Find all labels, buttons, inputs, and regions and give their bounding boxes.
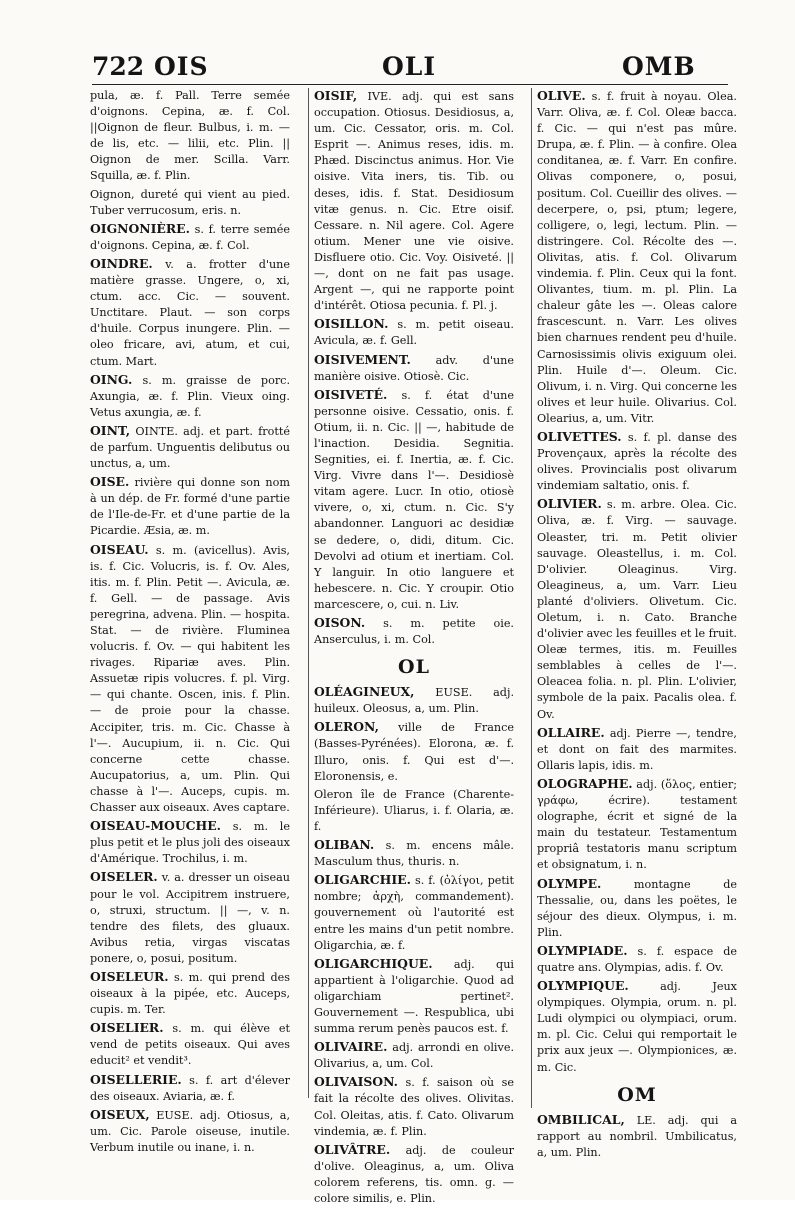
column-divider [531, 88, 532, 1108]
dictionary-entry [90, 818, 290, 867]
entry-text: adj. Jeux olympiques. Olympia, orum. n. pl. Ludi olympici ou olympiaci, orum. m. pl. Cic. Celui qui remportait le prix aux jeux —. Olympionices, æ. m. Cic. [537, 980, 737, 1074]
entry-headword: OISIVEMENT. [314, 351, 411, 367]
entry-headword: OLÉAGINEUX, [314, 684, 415, 700]
dictionary-entry [314, 316, 514, 349]
dictionary-entry [314, 1039, 514, 1072]
page-header [92, 52, 732, 86]
dictionary-entry [314, 88, 514, 314]
dictionary-entry [90, 256, 290, 370]
dictionary-entry [314, 352, 514, 385]
entry-text: adj. qui appartient à l'oligarchie. Quod ad oligarchiam pertinet². Gouvernement —. Respublica, ubi summa rerum penès paucos est. f. [314, 957, 514, 1036]
entry-headword: OLERON, [314, 719, 379, 735]
dictionary-entry [90, 474, 290, 539]
entry-text: s. m. qui prend des oiseaux à la pipée, etc. Auceps, cupis. m. Ter. [90, 970, 290, 1017]
entry-text: OINTE. adj. et part. frotté de parfum. Unguentis delibutus ou unctus, a, um. [90, 424, 290, 471]
entry-headword: OLIGARCHIQUE. [314, 955, 433, 971]
dictionary-entry [537, 978, 737, 1076]
running-head-right: OMB [622, 52, 696, 81]
dictionary-entry [90, 542, 290, 817]
dictionary-entry [537, 429, 737, 494]
entry-text: EUSE. adj. huileux. Oleosus, a, um. Plin. [314, 686, 514, 716]
dictionary-entry [537, 1112, 737, 1161]
dictionary-entry [314, 1074, 514, 1139]
entry-text: LE. adj. qui a rapport au nombril. Umbilicatus, a, um. Plin. [537, 1113, 737, 1159]
entry-headword: OING. [90, 371, 133, 387]
entry-headword: OLIVIER. [537, 496, 602, 512]
dictionary-entry [90, 88, 290, 185]
dictionary-entry [314, 387, 514, 613]
entry-headword: OISELER. [90, 869, 158, 885]
entry-text: s. f. art d'élever des oiseaux. Aviaria, æ. f. [90, 1073, 290, 1103]
entry-headword: OISELLERIE. [90, 1071, 182, 1087]
entry-headword: OINDRE. [90, 255, 153, 271]
entry-headword: OIGNONIÈRE. [90, 220, 190, 236]
entry-headword: OISEUX, [90, 1106, 150, 1122]
entry-text: s. f. état d'une personne oisive. Cessatio, onis. f. Otium, ii. n. Cic. || —, habitude de l'inaction. Desidia. Segnitia. Segnities, ei. f. Inertia, æ. f. Cic. Virg. Vivre dans l'—. Desidiosè vitam agere. Lucr. In otio, otiosè vivere, o, xi, ctum. n. Cic. S'y abandonner. Languori ac desidiæ se dedere, o, didi, ditum. Cic. Devolvi ad otium et inertiam. Col. Y languir. In otio languere et hebescere. n. Cic. Y croupir. Otio marcescere, o, cui. n. Liv. [314, 388, 514, 611]
entry-headword: OLIVAIRE. [314, 1039, 388, 1055]
running-head-left: OIS [154, 52, 209, 81]
header-rule [92, 84, 728, 85]
dictionary-entry [90, 969, 290, 1018]
entry-text: s. m. petit oiseau. Avicula, æ. f. Gell. [314, 318, 514, 348]
entry-text: s. m. qui élève et vend de petits oiseaux. Qui aves educit² et vendit³. [90, 1022, 290, 1068]
entry-headword: OMBILICAL, [537, 1111, 625, 1127]
dictionary-entry [90, 221, 290, 254]
entry-headword: OLLAIRE. [537, 724, 605, 740]
column-2 [314, 88, 514, 1209]
entry-text: Oleron île de France (Charente-Inférieure). Uliarus, i. f. Olaria, æ. f. [314, 787, 514, 833]
entry-text: adj. arrondi en olive. Olivarius, a, um. Col. [314, 1041, 514, 1071]
entry-text: Oignon, dureté qui vient au pied. Tuber verrucosum, eris. n. [90, 187, 290, 217]
entry-headword: OINT, [90, 422, 131, 438]
section-heading: OM [617, 1083, 657, 1106]
dictionary-entry [537, 943, 737, 976]
entry-text: s. f. (ὀλίγοι, petit nombre; ἀρχὴ, commandement). gouvernement où l'autorité est entre les mains d'un petit nombre. Oligarchia, æ. f. [314, 874, 514, 952]
entry-text: s. f. espace de quatre ans. Olympias, adis. f. Ov. [537, 944, 737, 974]
dictionary-entry [537, 776, 737, 874]
entry-headword: OISEAU. [90, 541, 149, 557]
entry-text: s. f. pl. danse des Provençaux, après la récolte des olives. Provincialis post olivarum vindemiam saltatio, onis. f. [537, 430, 737, 493]
entry-headword: OLIVÂTRE. [314, 1141, 391, 1157]
entry-text: montagne de Thessalie, ou, dans les poëtes, le séjour des dieux. Olympus, i. m. Plin. [537, 877, 737, 939]
dictionary-entry [537, 725, 737, 774]
entry-text: s. m. petite oie. Anserculus, i. m. Col. [314, 617, 514, 647]
dictionary-entry [314, 956, 514, 1037]
entry-text: v. a. dresser un oiseau pour le vol. Accipitrem instruere, o, struxi, structum. || —, v. n. tendre des filets, des gluaux. Avibus retia, virgas viscatas ponere, o, posui, positum. [90, 871, 290, 965]
entry-headword: OISELEUR. [90, 968, 169, 984]
page-number: 722 [92, 52, 145, 81]
entry-text: s. m. encens mâle. Masculum thus, thuris. n. [314, 839, 514, 869]
entry-text: adj. Pierre —, tendre, et dont on fait des marmites. Ollaris lapis, idis. m. [537, 726, 737, 772]
dictionary-entry [314, 684, 514, 717]
entry-text: pula, æ. f. Pall. Terre semée d'oignons. Cepina, æ. f. Col. ||Oignon de fleur. Bulbus, i. m. — de lis, etc. — lilii, etc. Plin. || Oignon de mer. Scilla. Varr. Squilla, æ. f. Plin. [90, 89, 290, 183]
entry-text: s. m. (avicellus). Avis, is. f. Cic. Volucris, is. f. Ov. Ales, itis. m. f. Plin. Petit —. Avicula, æ. f. Gell. — de passage. Avis peregrina, advena. Plin. — hospita. Stat. — de rivière. Fluminea volucris. f. Ov. — qui habitent les rivages. Ripariæ aves. Plin. Assuetæ ripis volucres. f. pl. Virg. — qui chante. Oscen, inis. f. Plin. — de proie pour la chasse. Accipiter, tris. m. Cic. Chasse à l'—. Aucupium, ii. n. Cic. Qui concerne cette chasse. Aucupatorius, a, um. Plin. Qui chasse à l'—. Auceps, cupis. m. Chasser aux oiseaux. Aves captare. [90, 543, 290, 815]
dictionary-entry [90, 1072, 290, 1105]
entry-text: s. m. le plus petit et le plus joli des oiseaux d'Amérique. Trochilus, i. m. [90, 820, 290, 866]
dictionary-entry [314, 837, 514, 870]
entry-headword: OLIBAN. [314, 837, 375, 853]
entry-headword: OLYMPIADE. [537, 942, 628, 958]
entry-headword: OISIF, [314, 88, 358, 103]
dictionary-entry [90, 1020, 290, 1069]
entry-text: rivière qui donne son nom à un dép. de Fr. formé d'une partie de l'Ile-de-Fr. et d'une partie de la Picardie. Æsia, æ. m. [90, 476, 290, 538]
entry-text: s. m. graisse de porc. Axungia, æ. f. Plin. Vieux oing. Vetus axungia, æ. f. [90, 373, 290, 419]
entry-headword: OLOGRAPHE. [537, 775, 633, 791]
entry-text: v. a. frotter d'une matière grasse. Ungere, o, xi, ctum. acc. Cic. — souvent. Unctitare. Plaut. — son corps d'huile. Corpus inungere. Plin. — oleo fricare, avi, atum, et cui, ctum. Mart. [90, 257, 290, 368]
dictionary-entry [90, 187, 290, 219]
entry-headword: OLIVE. [537, 88, 586, 103]
section-heading: OL [398, 656, 430, 679]
entry-headword: OISE. [90, 474, 130, 490]
dictionary-entry [90, 372, 290, 421]
dictionary-entry [537, 876, 737, 941]
column-3 [537, 88, 737, 1163]
entry-headword: OLIVAISON. [314, 1074, 398, 1090]
dictionary-entry [90, 1107, 290, 1156]
dictionary-entry [314, 787, 514, 835]
dictionary-entry [537, 88, 737, 427]
column-divider [308, 88, 309, 1098]
entry-text: EUSE. adj. Otiosus, a, um. Cic. Parole oiseuse, inutile. Verbum inutile ou inane, i. n. [90, 1108, 290, 1154]
entry-text: s. m. arbre. Olea. Cic. Oliva, æ. f. Virg. — sauvage. Oleaster, tri. m. Petit olivier sauvage. Oleastellus, i. m. Col. D'olivier. Oleaginus. Virg. Oleagineus, a, um. Varr. Lieu planté d'oliviers. Olivetum. Cic. Oletum, i. n. Cato. Branche d'olivier avec les feuilles et le fruit. Oleæ termes, itis. m. Feuilles semblables à celles de l'—. Oleacea folia. n. pl. Plin. L'olivier, symbole de la paix. Pacalis olea. f. Ov. [537, 498, 737, 721]
dictionary-entry [90, 423, 290, 472]
entry-text: adj. de couleur d'olive. Oleaginus, a, um. Oliva colorem referens, tis. omn. g. — colore similis, e. Plin. [314, 1143, 514, 1205]
dictionary-entry [314, 719, 514, 784]
entry-text: s. f. saison où se fait la récolte des olives. Olivitas. Col. Oleitas, atis. f. Cato. Olivarum vindemia, æ. f. Plin. [314, 1076, 514, 1138]
entry-headword: OLIVETTES. [537, 428, 622, 444]
entry-headword: OISELIER. [90, 1020, 164, 1036]
dictionary-entry [314, 615, 514, 648]
dictionary-entry [314, 1142, 514, 1207]
running-head-center: OLI [382, 52, 437, 81]
dictionary-entry [537, 496, 737, 722]
entry-text: s. f. fruit à noyau. Olea. Varr. Oliva, æ. f. Col. Oleæ bacca. f. Cic. — qui n'est pas mûre. Drupa, æ. f. Plin. — à confire. Olea conditanea, æ. f. Varr. En confire. Olivas componere, o, posui, positum. Col. Cueillir des olives. — decerpere, o, psi, ptum; legere, colligere, o, legi, lectum. Plin. — distringere. Col. Récolte des —. Olivitas, atis. f. Col. Olivarum vindemia. f. Plin. Ceux qui la font. Olivantes, tium. m. pl. Plin. La chaleur gâte les —. Oleas calore frascescunt. n. Varr. Les olives bien charnues rendent peu d'huile. Carnosissimis olivis exiguum olei. Plin. Huile d'—. Oleum. Cic. Olivum, i. n. Virg. Qui concerne les olives et leur huile. Olivarius. Col. Olearius, a, um. Vitr. [537, 90, 737, 425]
entry-text: IVE. adj. qui est sans occupation. Otiosus. Desidiosus, a, um. Cic. Cessator, oris. m. Col. Esprit —. Animus reses, idis. m. Phæd. Discinctus animus. Hor. Vie oisive. Vita iners, tis. Tib. ou deses, idis. f. Stat. Desidiosum vitæ genus. n. Cic. Etre oisif. Cessare. n. Nil agere. Col. Agere otium. Mener une vie oisive. Disfluere otio. Cic. Voy. Oisiveté. || —, dont on ne fait pas usage. Argent —, qui ne rapporte point d'intérêt. Otiosa pecunia. f. Pl. j. [314, 90, 514, 313]
entry-text: adj. (ὅλος, entier; γράφω, écrire). testament olographe, écrit et signé de la main du testateur. Testamentum propriâ testatoris manu scriptum et obsignatum, i. n. [537, 777, 737, 872]
entry-text: ville de France (Basses-Pyrénées). Elorona, æ. f. Illuro, onis. f. Qui est d'—. Eloronensis, e. [314, 721, 514, 783]
entry-headword: OLYMPIQUE. [537, 978, 629, 994]
entry-headword: OLIGARCHIE. [314, 872, 411, 888]
entry-text: s. f. terre semée d'oignons. Cepina, æ. f. Col. [90, 222, 290, 252]
entry-headword: OLYMPE. [537, 875, 602, 891]
entry-headword: OISILLON. [314, 316, 389, 332]
entry-headword: OISEAU-MOUCHE. [90, 818, 221, 834]
dictionary-entry [90, 869, 290, 967]
dictionary-entry [314, 872, 514, 953]
entry-headword: OISON. [314, 615, 366, 630]
entry-text: adv. d'une manière oisive. Otiosè. Cic. [314, 353, 514, 383]
column-1 [90, 88, 290, 1158]
entry-headword: OISIVETÉ. [314, 386, 388, 402]
